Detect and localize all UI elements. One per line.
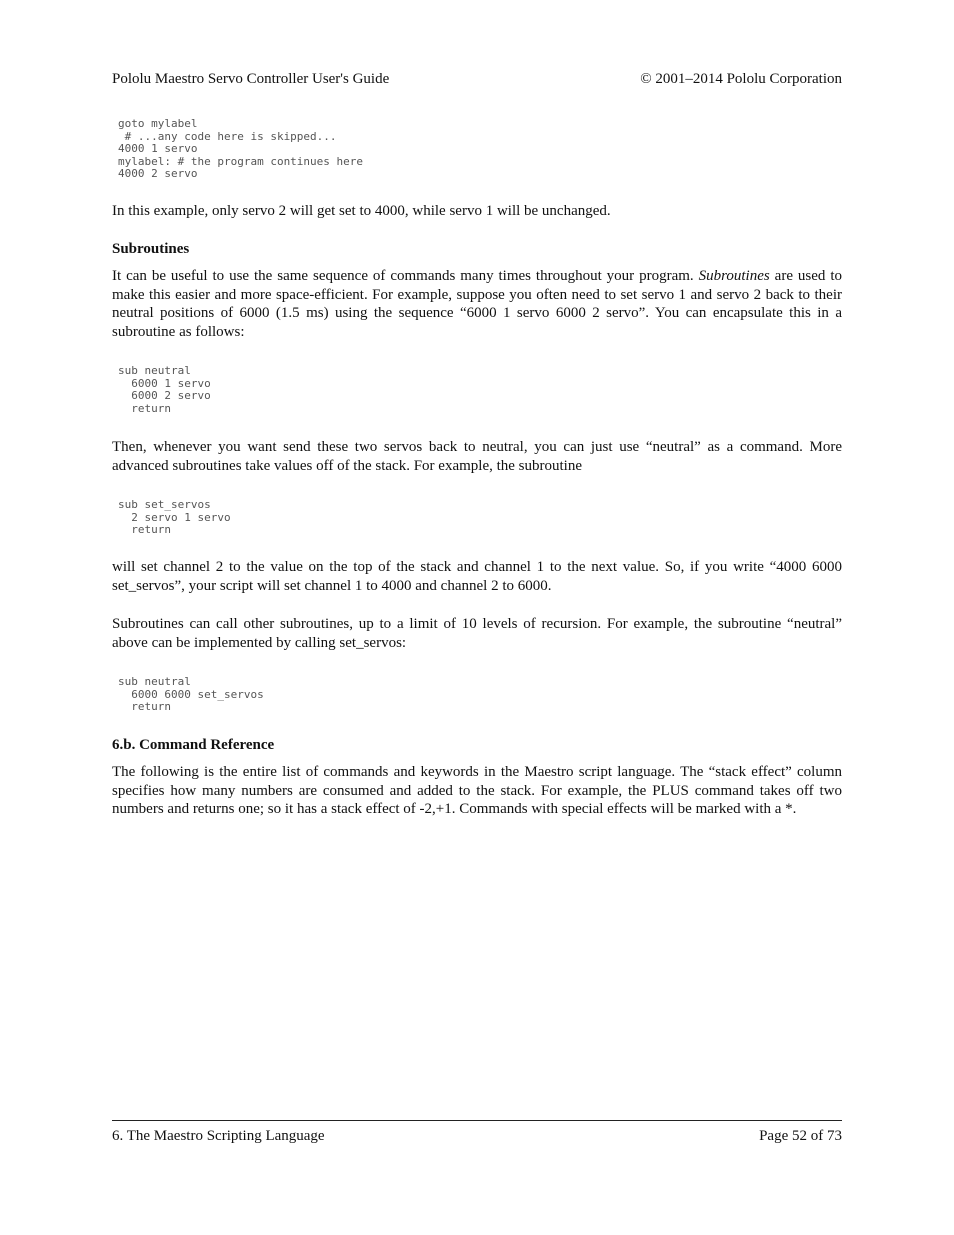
footer-divider [112, 1120, 842, 1121]
code-block-goto: goto mylabel # ...any code here is skipped... 4000 1 servo mylabel: # the program continues here 4000 2 servo [118, 117, 364, 180]
footer-page-number: Page 52 of 73 [759, 1128, 842, 1144]
paragraph-command-reference: The following is the entire list of commands and keywords in the Maestro script language. The “stack effect” column specifies how many numbers are consumed and added to the stack. For example, the PLUS command takes off two numbers and returns one; so it has a stack effect of -2,+1. Commands with special effects will be marked with a *. [112, 764, 842, 818]
document-page [112, 0, 842, 1235]
header-title: Pololu Maestro Servo Controller User's Guide [112, 71, 390, 87]
footer-section-title: 6. The Maestro Scripting Language [112, 1128, 325, 1144]
code-block-sub-neutral: sub neutral 6000 1 servo 6000 2 servo return [118, 364, 211, 415]
code-block-sub-neutral-v2: sub neutral 6000 6000 set_servos return [118, 675, 264, 713]
heading-command-reference: 6.b. Command Reference [112, 737, 275, 753]
code-block-sub-set-servos: sub set_servos 2 servo 1 servo return [118, 498, 231, 536]
heading-subroutines: Subroutines [112, 241, 190, 257]
header-copyright: © 2001–2014 Pololu Corporation [640, 71, 842, 87]
emphasis-subroutines: Subroutines [698, 268, 770, 284]
paragraph-neutral-usage: Then, whenever you want send these two servos back to neutral, you can just use “neutral” as a command. More advanced subroutines take values off of the stack. For example, the subroutine [112, 439, 842, 474]
paragraph-subroutines-intro: It can be useful to use the same sequence of commands many times throughout your program. Subroutines are used to make this easier and more space-efficient. For example, suppose you often need to set servo 1 and servo 2 back to their neutral positions of 6000 (1.5 ms) using the sequence “6000 1 servo 6000 2 servo”. You can encapsulate this in a subroutine as follows: [112, 268, 842, 340]
paragraph-recursion: Subroutines can call other subroutines, up to a limit of 10 levels of recursion. For example, the subroutine “neutral” above can be implemented by calling set_servos: [112, 616, 842, 651]
paragraph-set-servos-explanation: will set channel 2 to the value on the top of the stack and channel 1 to the next value. So, if you write “4000 6000 set_servos”, your script will set channel 1 to 4000 and channel 2 to 6000. [112, 559, 842, 594]
paragraph-goto-explanation: In this example, only servo 2 will get set to 4000, while servo 1 will be unchanged. [112, 203, 611, 219]
